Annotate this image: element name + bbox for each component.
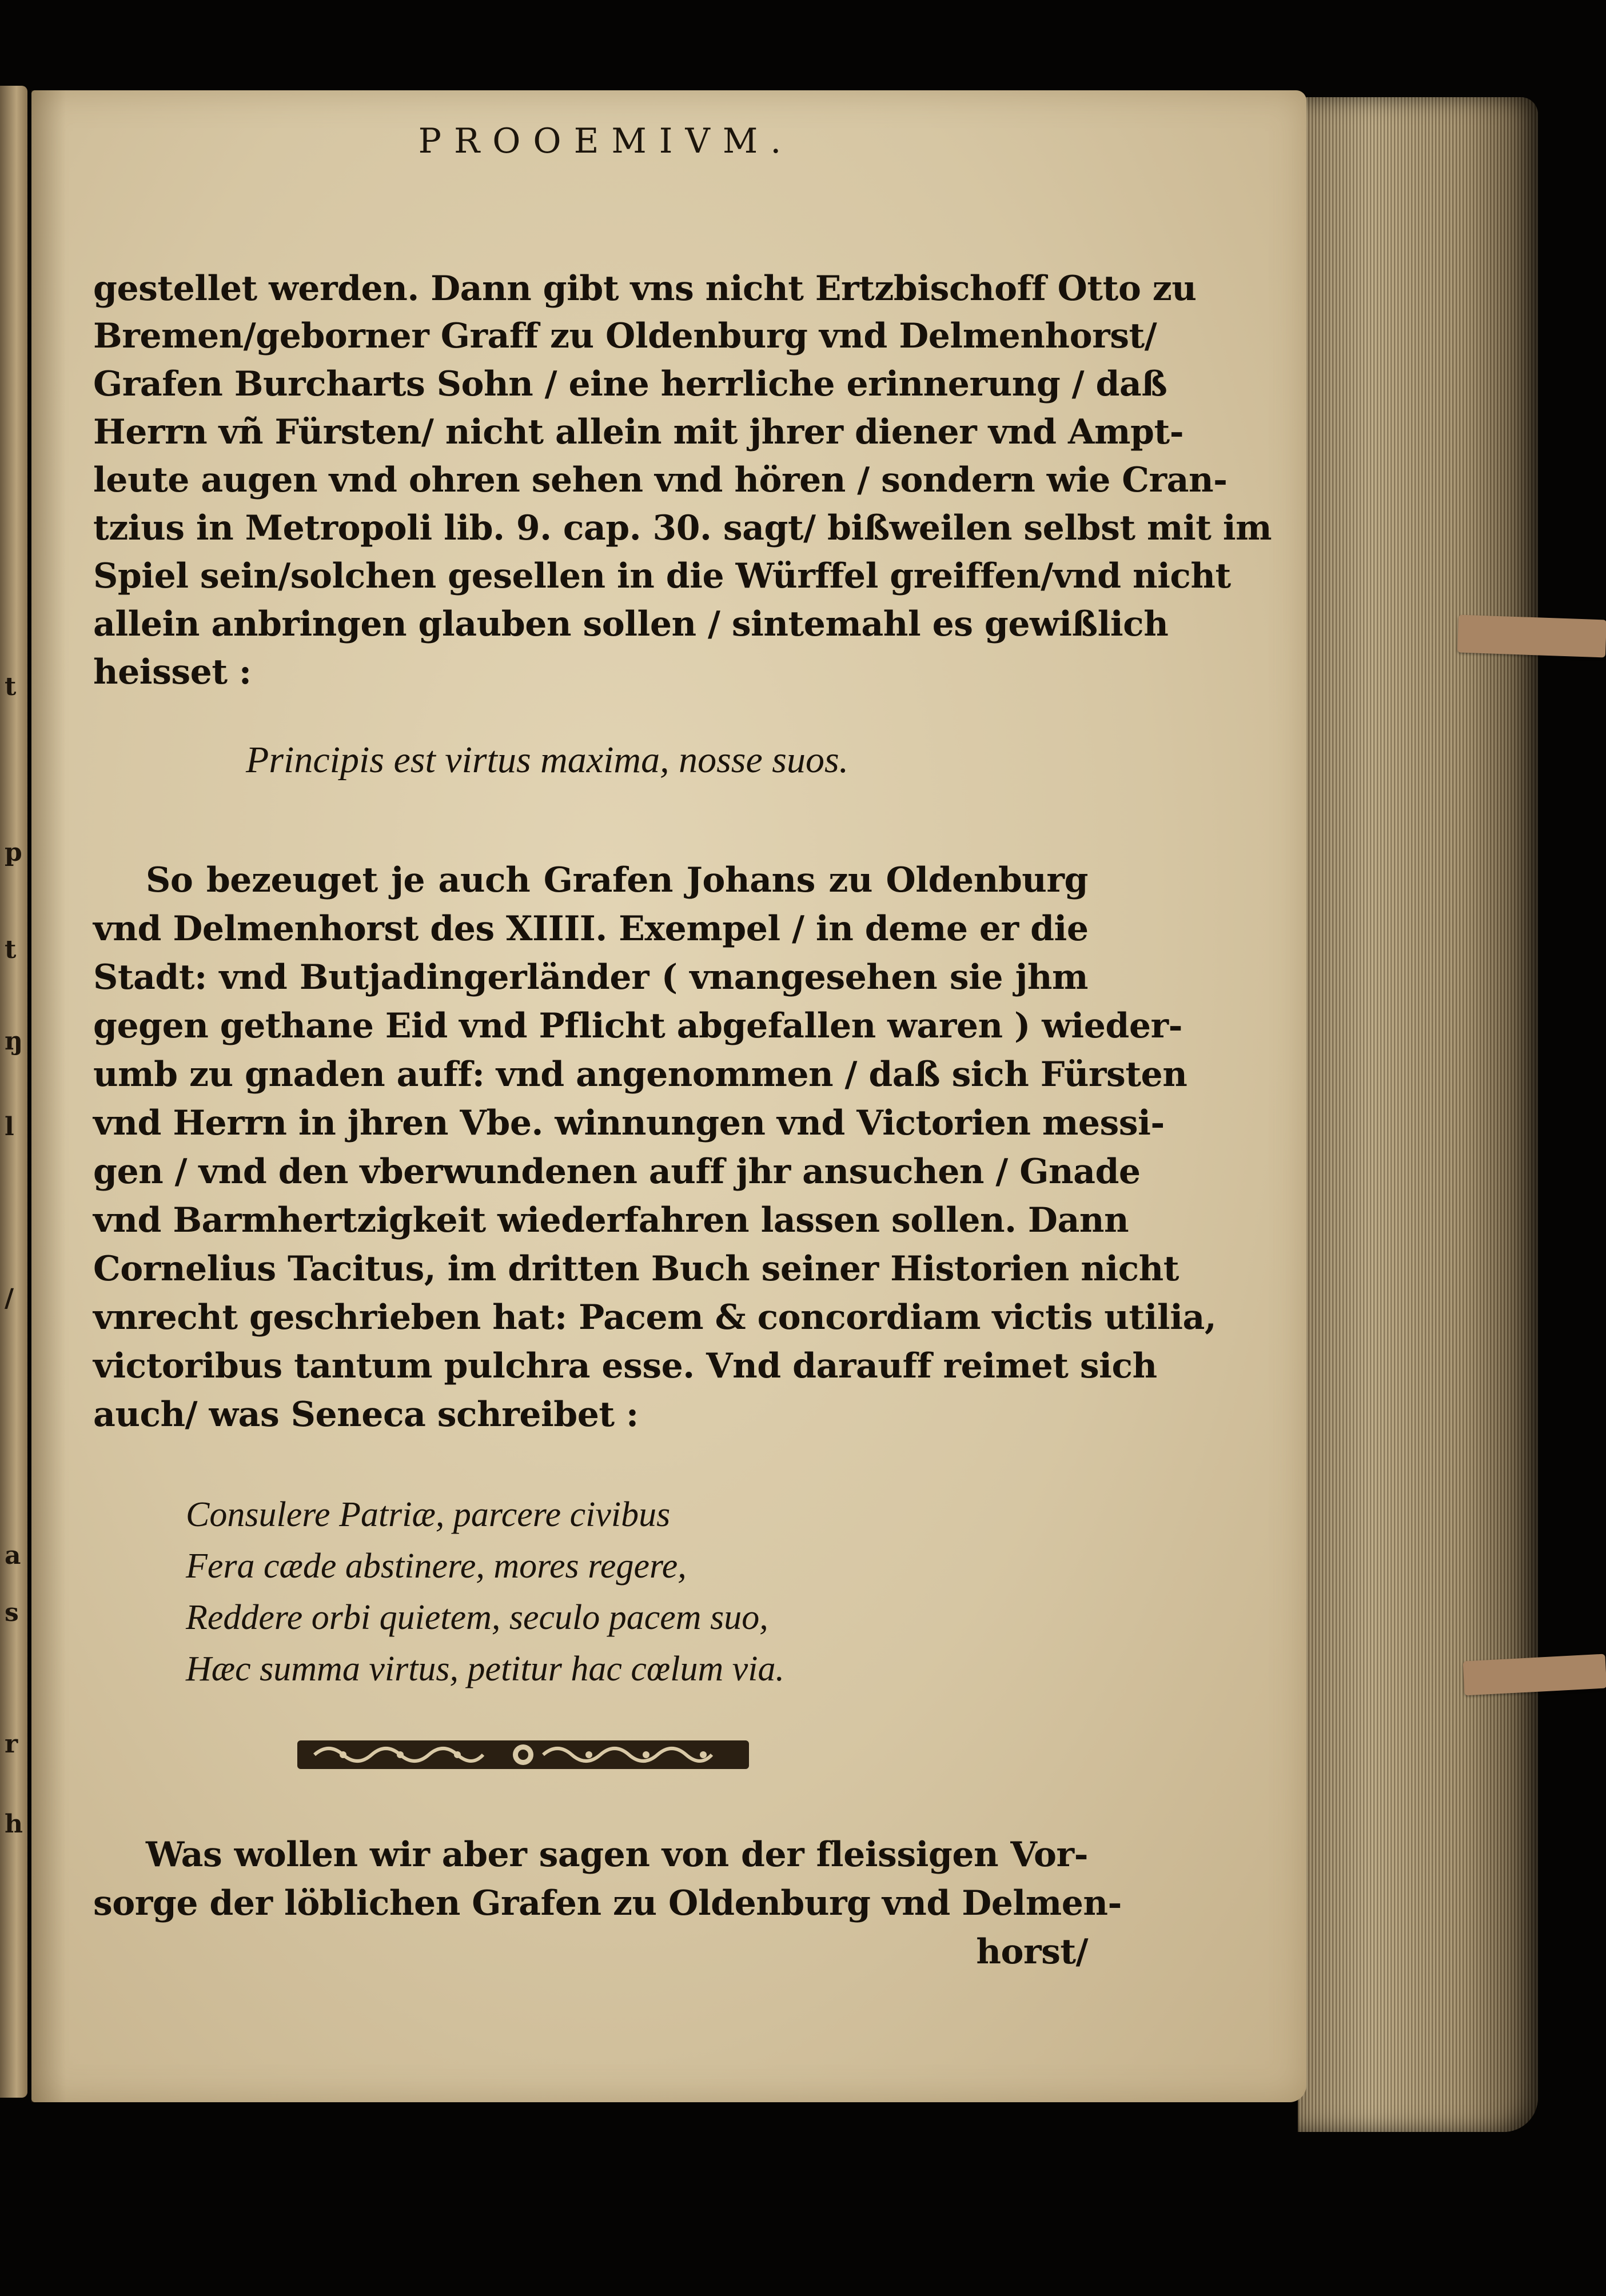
body-line: auch/ was Seneca schreibet : bbox=[93, 1395, 639, 1435]
body-line: vnd Barmhertzigkeit wiederfahren lassen sollen. Dann bbox=[93, 1200, 1129, 1240]
verse-line: Reddere orbi quietem, seculo pacem suo, bbox=[186, 1598, 768, 1637]
body-line: vnrecht geschrieben hat: Pacem & concordiam victis utilia, bbox=[93, 1297, 1217, 1337]
running-title: PROOEMIVM. bbox=[418, 121, 794, 161]
body-line: victoribus tantum pulchra esse. Vnd darauff reimet sich bbox=[93, 1346, 1157, 1386]
left-page-letter: t bbox=[5, 672, 17, 701]
body-line: vnd Herrn in jhren Vbe. winnungen vnd Victorien messi- bbox=[93, 1103, 1165, 1143]
left-page-letter: s bbox=[5, 1598, 19, 1627]
body-line: leute augen vnd ohren sehen vnd hören / sondern wie Cran- bbox=[93, 460, 1228, 500]
latin-quote: Principis est virtus maxima, nosse suos. bbox=[246, 739, 849, 781]
verse-line: Consulere Patriæ, parcere civibus bbox=[186, 1495, 671, 1534]
body-line: gestellet werden. Dann gibt vns nicht Ertzbischoff Otto zu bbox=[93, 269, 1197, 309]
left-page-letter: h bbox=[5, 1810, 23, 1839]
body-line: tzius in Metropoli lib. 9. cap. 30. sagt/ bißweilen selbst mit im bbox=[93, 508, 1272, 548]
body-line: vnd Delmenhorst des XIIII. Exempel / in deme er die bbox=[93, 909, 1089, 949]
body-line: So bezeuget je auch Grafen Johans zu Oldenburg bbox=[146, 860, 1088, 900]
body-line: Stadt: vnd Butjadingerländer ( vnangesehen sie jhm bbox=[93, 957, 1088, 997]
body-line: Cornelius Tacitus, im dritten Buch seiner Historien nicht bbox=[93, 1249, 1179, 1289]
bookmark-ribbon bbox=[1457, 615, 1606, 658]
verse-line: Fera cæde abstinere, mores regere, bbox=[186, 1547, 687, 1586]
body-line: gen / vnd den vberwundenen auff jhr ansuchen / Gnade bbox=[93, 1152, 1141, 1192]
ornament-divider-icon bbox=[297, 1735, 749, 1775]
book-page-edges bbox=[1298, 97, 1538, 2132]
left-page-letter: t bbox=[5, 935, 17, 964]
body-line: heisset : bbox=[93, 652, 252, 692]
verse-line: Hæc summa virtus, petitur hac cœlum via. bbox=[186, 1650, 785, 1688]
left-page-letter: r bbox=[5, 1730, 18, 1759]
left-page-letter: l bbox=[5, 1112, 14, 1141]
body-line: sorge der löblichen Grafen zu Oldenburg vnd Delmen- bbox=[93, 1883, 1122, 1923]
left-page-letter: / bbox=[5, 1284, 14, 1313]
body-line: gegen gethane Eid vnd Pflicht abgefallen waren ) wieder- bbox=[93, 1006, 1183, 1046]
body-line: Herrn vñ Fürsten/ nicht allein mit jhrer diener vnd Ampt- bbox=[93, 412, 1184, 452]
body-line: umb zu gnaden auff: vnd angenommen / daß sich Fürsten bbox=[93, 1055, 1187, 1095]
body-line: Grafen Burcharts Sohn / eine herrliche erinnerung / daß bbox=[93, 364, 1167, 404]
left-page-letter: a bbox=[5, 1541, 21, 1570]
bookmark-ribbon bbox=[1463, 1654, 1606, 1696]
left-page-fragment bbox=[0, 86, 27, 2098]
body-line: allein anbringen glauben sollen / sintemahl es gewißlich bbox=[93, 604, 1169, 644]
body-line: Spiel sein/solchen gesellen in die Würffel greiffen/vnd nicht bbox=[93, 556, 1231, 596]
body-line: Was wollen wir aber sagen von der fleissigen Vor- bbox=[146, 1835, 1088, 1875]
catchword: horst/ bbox=[976, 1932, 1088, 1972]
left-page-letter: ŋ bbox=[5, 1027, 23, 1056]
body-line: Bremen/geborner Graff zu Oldenburg vnd Delmenhorst/ bbox=[93, 316, 1157, 356]
left-page-letter: p bbox=[5, 838, 22, 867]
